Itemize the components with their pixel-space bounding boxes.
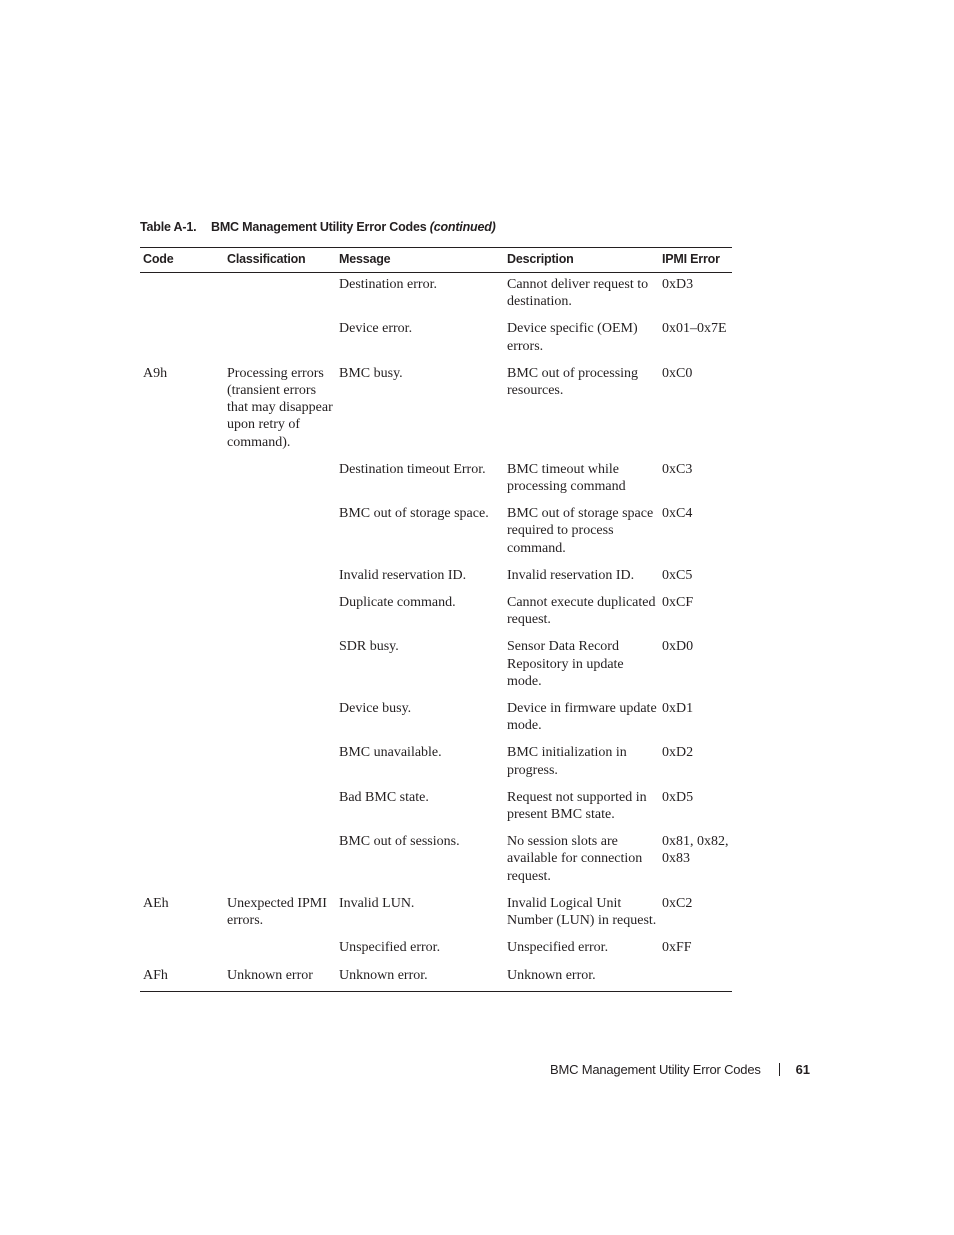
header-classification: Classification (224, 248, 336, 273)
cell-message: Invalid LUN. (339, 895, 415, 911)
cell-ipmi-error: 0xC5 (662, 567, 693, 583)
cell-description: Cannot execute duplicated request. (507, 595, 656, 628)
cell-code: A9h (143, 365, 168, 381)
cell-ipmi-error: 0xD1 (662, 701, 694, 717)
cell-message: Device busy. (339, 701, 412, 717)
cell-ipmi-error: 0xC3 (662, 461, 693, 477)
header-message: Message (336, 248, 504, 273)
cell-code (140, 697, 224, 741)
cell-code (140, 936, 224, 963)
table-row (140, 697, 732, 741)
table-header-row (140, 248, 732, 273)
cell-description: BMC out of storage space required to process command. (507, 506, 654, 556)
cell-code (140, 273, 224, 318)
cell-message: Invalid reservation ID. (339, 567, 467, 583)
table-row (140, 317, 732, 361)
cell-ipmi-error: 0xCF (662, 595, 694, 611)
header-code: Code (140, 248, 224, 273)
cell-description: BMC out of processing resources. (507, 365, 639, 399)
cell-code (140, 591, 224, 635)
cell-code (140, 741, 224, 785)
cell-message: BMC out of sessions. (339, 834, 460, 850)
cell-message: Destination error. (339, 277, 437, 292)
cell-ipmi-error: 0xD5 (662, 789, 694, 805)
cell-message: BMC out of storage space. (339, 506, 489, 522)
table-row (140, 273, 732, 318)
cell-classification: Processing errors (transient errors that may disappear upon retry of command). (227, 365, 333, 450)
cell-description: Device in firmware update mode. (507, 701, 657, 734)
cell-description: Unknown error. (504, 964, 659, 992)
cell-classification (224, 591, 336, 635)
cell-classification (224, 564, 336, 591)
footer-section-title: BMC Management Utility Error Codes (550, 1062, 761, 1077)
table-caption (140, 220, 496, 234)
cell-code (140, 635, 224, 697)
cell-message: Destination timeout Error. (339, 461, 486, 477)
cell-message: Unspecified error. (339, 940, 441, 956)
cell-ipmi-error: 0xFF (662, 940, 692, 956)
cell-description: Invalid Logical Unit Number (LUN) in request. (507, 895, 657, 929)
cell-ipmi-error: 0x81, 0x82, 0x83 (662, 834, 729, 867)
table-row (140, 741, 732, 785)
cell-code: AEh (143, 895, 169, 911)
cell-message: Unknown error. (336, 964, 504, 992)
cell-message: Bad BMC state. (339, 789, 429, 805)
table-title: BMC Management Utility Error Codes (211, 220, 427, 234)
cell-message: Device error. (339, 321, 413, 337)
cell-message: Duplicate command. (339, 595, 456, 611)
cell-classification (224, 273, 336, 318)
cell-description: Invalid reservation ID. (507, 567, 635, 583)
table-row (140, 964, 732, 992)
table-row (140, 635, 732, 697)
cell-ipmi-error: 0xD3 (662, 277, 694, 292)
table-continued-label: (continued) (429, 220, 496, 234)
cell-code (140, 317, 224, 361)
cell-classification: Unknown error (224, 964, 336, 992)
header-description: Description (504, 248, 659, 273)
cell-classification (224, 936, 336, 963)
table-row (140, 591, 732, 635)
cell-description: BMC initialization in progress. (507, 745, 627, 778)
error-codes-table (140, 247, 732, 992)
cell-classification (224, 458, 336, 502)
cell-ipmi-error: 0xD0 (662, 639, 694, 655)
cell-code (140, 564, 224, 591)
cell-description: Cannot deliver request to destination. (507, 277, 649, 310)
cell-message: SDR busy. (339, 639, 399, 655)
cell-description: BMC timeout while processing command (507, 461, 626, 495)
table-row (140, 786, 732, 830)
cell-code (140, 502, 224, 564)
cell-code (140, 830, 224, 892)
header-ipmi-error: IPMI Error (659, 248, 732, 273)
table-row (140, 830, 732, 892)
cell-ipmi-error (659, 964, 732, 992)
cell-description: Sensor Data Record Repository in update mode. (507, 639, 624, 689)
cell-ipmi-error: 0xC4 (662, 506, 693, 522)
cell-message: BMC unavailable. (339, 745, 442, 761)
cell-code: AFh (140, 964, 224, 992)
cell-message: BMC busy. (339, 365, 403, 381)
table-number: Table A-1. (140, 220, 197, 234)
cell-description: Request not supported in present BMC state. (507, 789, 647, 823)
table-row (140, 892, 732, 936)
footer-separator (779, 1063, 780, 1076)
cell-description: Device specific (OEM) errors. (507, 321, 638, 354)
cell-code (140, 458, 224, 502)
cell-classification: Unexpected IPMI errors. (227, 895, 327, 929)
cell-ipmi-error: 0x01–0x7E (662, 321, 727, 337)
table-row (140, 936, 732, 963)
table-row (140, 564, 732, 591)
page-footer (550, 1062, 810, 1077)
table-row (140, 362, 732, 458)
cell-description: Unspecified error. (507, 940, 609, 956)
cell-ipmi-error: 0xC0 (662, 365, 693, 381)
table-row (140, 458, 732, 502)
cell-classification (224, 741, 336, 785)
cell-classification (224, 786, 336, 830)
cell-code (140, 786, 224, 830)
cell-classification (224, 635, 336, 697)
cell-classification (224, 502, 336, 564)
page-number: 61 (795, 1062, 810, 1077)
cell-classification (224, 830, 336, 892)
table-row (140, 502, 732, 564)
cell-classification (224, 697, 336, 741)
cell-classification (224, 317, 336, 361)
cell-description: No session slots are available for connection request. (507, 834, 643, 884)
cell-ipmi-error: 0xD2 (662, 745, 694, 761)
cell-ipmi-error: 0xC2 (662, 895, 693, 911)
